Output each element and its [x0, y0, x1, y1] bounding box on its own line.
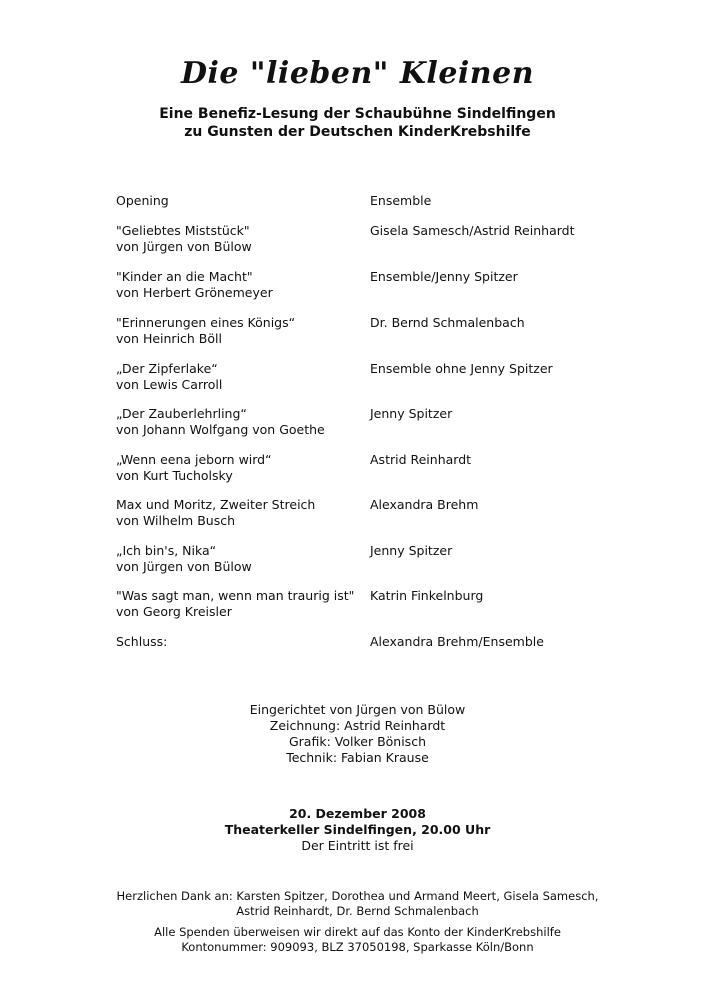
piece-title: „Der Zipferlake“ [116, 361, 218, 376]
piece-performer: Jenny Spitzer [370, 543, 453, 558]
event-date: 20. Dezember 2008 [289, 806, 426, 821]
program-piece [116, 361, 366, 393]
thanks-block [0, 889, 715, 919]
subtitle-line-1: Eine Benefiz-Lesung der Schaubühne Sindelfingen [159, 106, 556, 122]
piece-performer: Ensemble/Jenny Spitzer [370, 269, 518, 284]
piece-title: "Erinnerungen eines Königs“ [116, 315, 296, 330]
credit-drawing: Zeichnung: Astrid Reinhardt [269, 718, 446, 733]
credits-block [0, 702, 715, 766]
piece-author: von Jürgen von Bülow [116, 239, 252, 254]
piece-author: von Herbert Grönemeyer [116, 285, 273, 300]
piece-author: von Heinrich Böll [116, 331, 222, 346]
piece-title: Opening [116, 193, 169, 208]
piece-title: „Der Zauberlehrling“ [116, 406, 247, 421]
piece-performer: Ensemble ohne Jenny Spitzer [370, 361, 553, 376]
piece-title: Schluss: [116, 634, 168, 649]
piece-performer: Dr. Bernd Schmalenbach [370, 315, 525, 330]
donation-line-2: Kontonummer: 909093, BLZ 37050198, Sparkasse Köln/Bonn [181, 940, 534, 954]
credit-graphics: Grafik: Volker Bönisch [288, 734, 426, 749]
piece-performer: Gisela Samesch/Astrid Reinhardt [370, 223, 575, 238]
donation-block [0, 925, 715, 955]
credit-direction: Eingerichtet von Jürgen von Bülow [249, 702, 466, 717]
piece-title: "Geliebtes Miststück" [116, 223, 250, 238]
piece-title: „Wenn eena jeborn wird“ [116, 452, 272, 467]
thanks-line-1: Herzlichen Dank an: Karsten Spitzer, Dorothea und Armand Meert, Gisela Samesch, [116, 889, 599, 903]
donation-line-1: Alle Spenden überweisen wir direkt auf das Konto der KinderKrebshilfe [154, 925, 561, 939]
piece-author: von Lewis Carroll [116, 377, 223, 392]
piece-performer: Alexandra Brehm [370, 497, 479, 512]
piece-title: "Kinder an die Macht" [116, 269, 253, 284]
piece-performer: Alexandra Brehm/Ensemble [370, 634, 544, 649]
program-piece [116, 588, 366, 620]
piece-performer: Astrid Reinhardt [370, 452, 472, 467]
thanks-line-2: Astrid Reinhardt, Dr. Bernd Schmalenbach [236, 904, 479, 918]
piece-performer: Jenny Spitzer [370, 406, 453, 421]
program-piece [116, 269, 366, 301]
piece-author: von Jürgen von Bülow [116, 559, 252, 574]
program-piece [116, 452, 366, 484]
event-admission: Der Eintritt ist frei [301, 838, 414, 853]
program-piece [116, 315, 366, 347]
piece-author: von Kurt Tucholsky [116, 468, 233, 483]
program-piece [116, 497, 366, 529]
program-piece [116, 223, 366, 255]
subtitle-line-2: zu Gunsten der Deutschen KinderKrebshilfe [184, 124, 531, 140]
piece-performer: Katrin Finkelnburg [370, 588, 484, 603]
program-piece [116, 193, 366, 209]
piece-author: von Georg Kreisler [116, 604, 232, 619]
piece-title: "Was sagt man, wenn man traurig ist" [116, 588, 355, 603]
piece-performer: Ensemble [370, 193, 432, 208]
flyer-title: Die "lieben" Kleinen [180, 56, 535, 91]
piece-author: von Johann Wolfgang von Goethe [116, 422, 325, 437]
program-piece [116, 406, 366, 438]
event-venue: Theaterkeller Sindelfingen, 20.00 Uhr [224, 822, 491, 837]
program-piece [116, 634, 366, 650]
piece-title: Max und Moritz, Zweiter Streich [116, 497, 316, 512]
event-block [0, 806, 715, 854]
program-piece [116, 543, 366, 575]
piece-title: „Ich bin's, Nika“ [116, 543, 217, 558]
credit-technics: Technik: Fabian Krause [286, 750, 429, 765]
piece-author: von Wilhelm Busch [116, 513, 236, 528]
